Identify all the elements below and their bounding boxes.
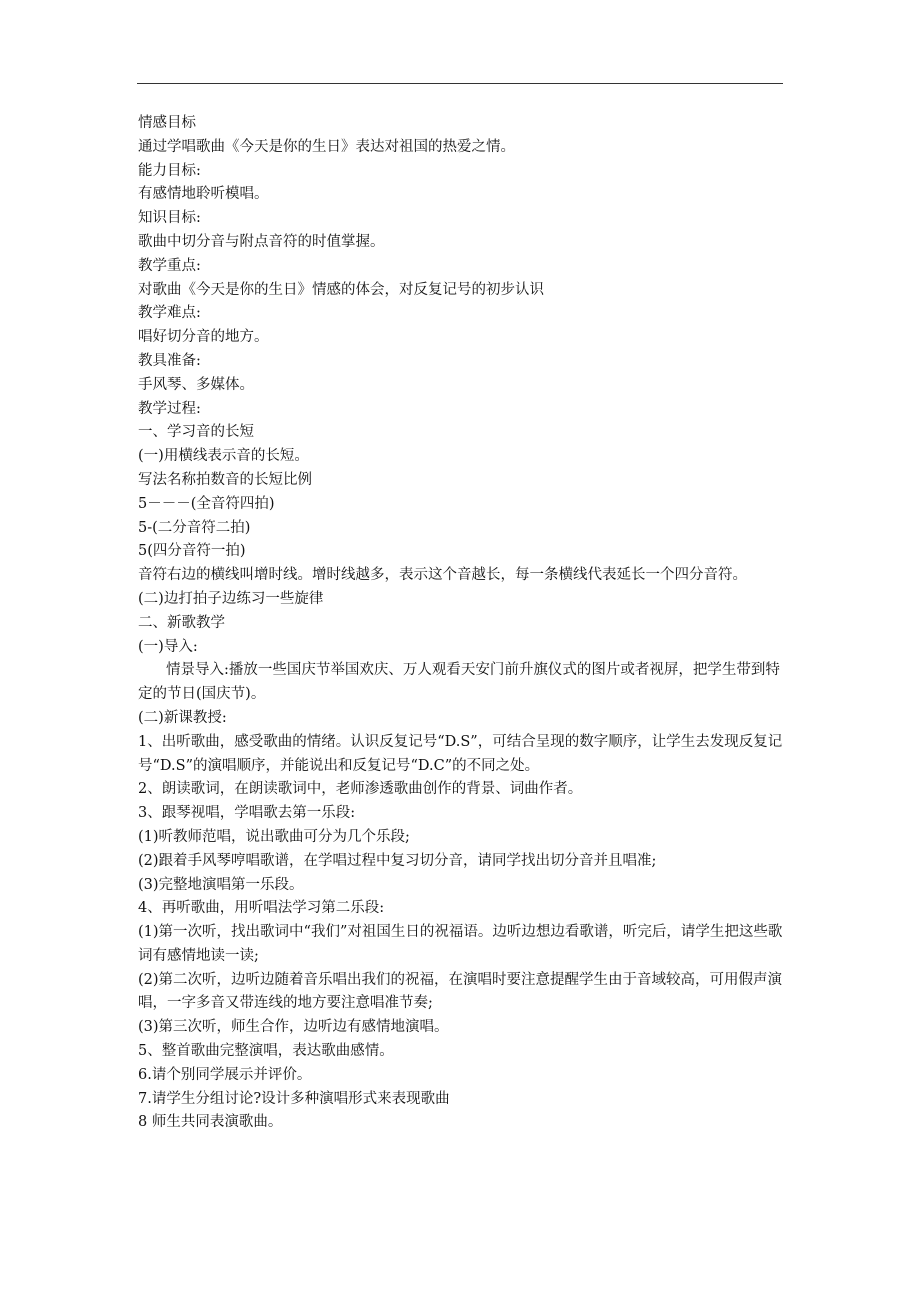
text-line: 教学过程:	[138, 400, 201, 417]
text-line: 二、新歌教学	[138, 614, 225, 631]
text-line: 5、整首歌曲完整演唱，表达歌曲感情。	[138, 1043, 394, 1060]
text-line: 手风琴、多媒体。	[138, 376, 254, 393]
text-line: (1)听教师范唱，说出歌曲可分为几个乐段;	[138, 828, 410, 845]
text-line: 有感情地聆听模唱。	[138, 186, 269, 203]
header-rule	[137, 83, 783, 84]
text-line: (2)第二次听，边听边随着音乐唱出我们的祝福，在演唱时要注意提醒学生由于音域较高，可用假声演唱，一字多音又带连线的地方要注意唱准节奏;	[138, 971, 783, 1012]
text-line: 知识目标:	[138, 210, 201, 227]
text-line: 6.请个别同学展示并评价。	[138, 1066, 312, 1083]
text-line: 情感目标	[138, 115, 196, 131]
text-line: 2、朗读歌词，在朗读歌词中，老师渗透歌曲创作的背景、词曲作者。	[138, 781, 583, 798]
text-line: (二)新课教授:	[138, 709, 227, 726]
text-line: (一)导入:	[138, 638, 198, 655]
text-line: 5-(二分音符二拍)	[138, 519, 251, 536]
text-line: 7.请学生分组讨论?设计多种演唱形式来表现歌曲	[138, 1090, 450, 1107]
text-line: 3、跟琴视唱，学唱歌去第一乐段:	[138, 805, 356, 822]
text-line: 教学难点:	[138, 305, 201, 322]
text-line: 4、再听歌曲，用听唱法学习第二乐段:	[138, 900, 385, 917]
text-line: 一、学习音的长短	[138, 424, 254, 441]
text-line: (1)第一次听，找出歌词中“我们”对祖国生日的祝福语。边听边想边看歌谱，听完后，请学生把这些歌词有感情地读一读;	[138, 924, 783, 964]
text-line: 8 师生共同表演歌曲。	[138, 1114, 283, 1131]
text-line: 1、出听歌曲，感受歌曲的情绪。认识反复记号“D.S”，可结合呈现的数字顺序，让学生去发现反复记号“D.S”的演唱顺序，并能说出和反复记号“D.C”的不同之处。	[138, 733, 783, 774]
document-body	[138, 112, 788, 1135]
text-line: (3)完整地演唱第一乐段。	[138, 876, 304, 893]
text-line: 写法名称拍数音的长短比例	[138, 471, 312, 488]
text-line: 情景导入:播放一些国庆节举国欢庆、万人观看天安门前升旗仪式的图片或者视屏，把学生带到特定的节日(国庆节)。	[138, 662, 780, 703]
text-line: 对歌曲《今天是你的生日》情感的体会，对反复记号的初步认识	[138, 281, 544, 298]
text-line: 歌曲中切分音与附点音符的时值掌握。	[138, 233, 385, 250]
text-line: (二)边打拍子边练习一些旋律	[138, 590, 324, 607]
text-line: (一)用横线表示音的长短。	[138, 448, 309, 465]
text-line: 5(四分音符一拍)	[138, 543, 246, 560]
text-line: 能力目标:	[138, 162, 201, 179]
text-line: 通过学唱歌曲《今天是你的生日》表达对祖国的热爱之情。	[138, 138, 515, 155]
text-line: 5－－－(全音符四拍)	[138, 495, 275, 512]
text-line: (3)第三次听，师生合作，边听边有感情地演唱。	[138, 1019, 449, 1036]
text-line: 唱好切分音的地方。	[138, 329, 269, 346]
text-line: 教学重点:	[138, 257, 201, 274]
text-line: 教具准备:	[138, 352, 201, 369]
text-line: (2)跟着手风琴哼唱歌谱，在学唱过程中复习切分音，请同学找出切分音并且唱准;	[138, 852, 657, 869]
text-line: 音符右边的横线叫增时线。增时线越多，表示这个音越长，每一条横线代表延长一个四分音符。	[138, 567, 747, 584]
